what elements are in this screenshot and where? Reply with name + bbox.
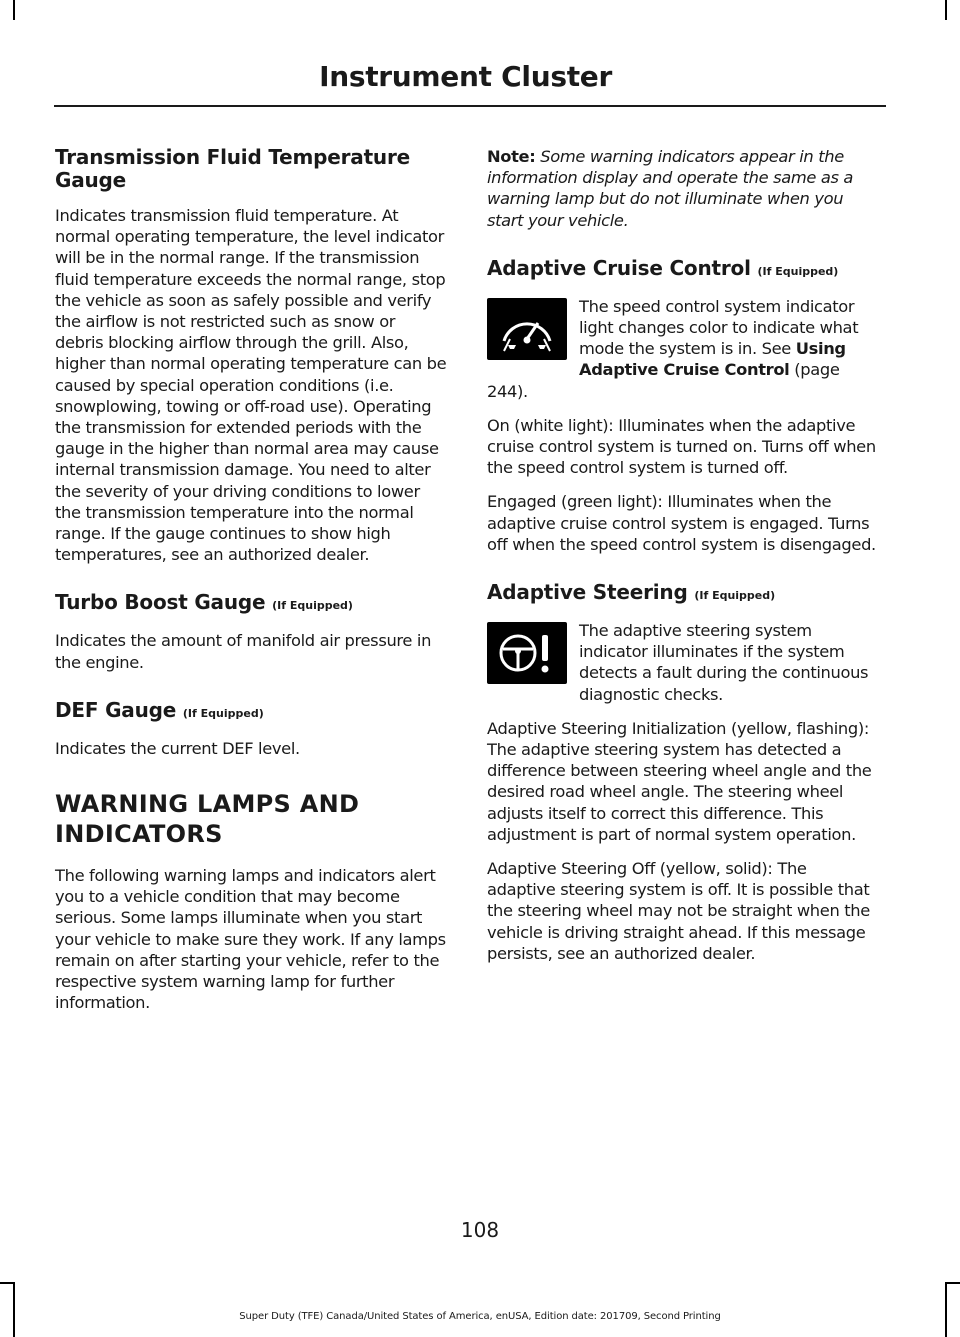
transmission-body: Indicates transmission fluid temperature. At normal operating temperature, the level indicator will be in the normal range. If the transmission fluid temperature exceeds the normal range, stop the vehicle as soon as safely possible and verify the airflow is not restricted such as snow or debris blocking airflow through the grill. Also, higher than normal operating temperature can be caused by special operation conditions (i.e. snowplowing, towing or off-road use). Operating the transmission for extended periods with the gauge in the higher than normal area may cause internal transmission damage. You need to alter the severity of your driving conditions to lower the transmission temperature into the normal range. If the gauge continues to show high temperatures, see an authorized dealer.: [55, 206, 447, 565]
turbo-qualifier: (If Equipped): [272, 599, 353, 613]
steering-intro: The adaptive steering system indicator illuminates if the system detects a fault during the continuous diagnostic checks.: [579, 621, 869, 704]
note-text: Some warning indicators appear in the information display and operate the same as a warning lamp but do not illuminate when you start your vehicle.: [487, 147, 854, 230]
steering-heading-text: Adaptive Steering: [487, 580, 688, 605]
note-label: Note:: [487, 147, 536, 166]
steering-block: [487, 620, 879, 705]
note-paragraph: [487, 146, 879, 231]
crop-mark-bottom-right: [945, 1282, 947, 1337]
steering-qualifier: (If Equipped): [694, 589, 776, 603]
warning-lamps-heading: [55, 789, 447, 849]
footer-edition: Super Duty (TFE) Canada/United States of America, enUSA, Edition date: 201709, Second Printing: [239, 1311, 721, 1322]
crop-mark-bottom-left-h: [0, 1282, 14, 1284]
acc-intro-text: The speed control system indicator light changes color to indicate what mode the system is in. See: [579, 296, 859, 359]
def-qualifier: (If Equipped): [182, 706, 264, 720]
acc-engaged-text: Engaged (green light): Illuminates when the adaptive cruise control system is engaged. Turns off when the speed control system is disengaged.: [487, 492, 876, 554]
steering-heading: [487, 581, 879, 607]
def-heading-text: DEF Gauge: [55, 697, 177, 722]
warning-heading-line1: WARNING LAMPS AND: [55, 790, 360, 819]
turbo-heading: [55, 591, 447, 617]
right-column: [487, 146, 879, 977]
acc-heading: [487, 257, 879, 283]
header-divider: [54, 105, 886, 107]
def-heading: [55, 699, 447, 725]
steering-init-text: Adaptive Steering Initialization (yellow, flashing): The adaptive steering system has detected a difference between steering wheel angle and the desired road wheel angle. The steering wheel adjusts itself to correct this difference. This adjustment is part of normal system operation.: [487, 718, 872, 844]
left-column: [55, 146, 447, 1026]
transmission-heading: Transmission Fluid Temperature Gauge: [55, 145, 410, 192]
acc-on-text: On (white light): Illuminates when the adaptive cruise control system is turned on. Turns off when the speed control system is turned off.: [487, 415, 876, 478]
acc-page-ref: (page 244).: [487, 360, 840, 401]
adaptive-cruise-control-icon: [487, 298, 567, 360]
warning-body: The following warning lamps and indicators alert you to a vehicle condition that may become serious. Some lamps illuminate when you start your vehicle to make sure they work. If any lamps remain on after starting your vehicle, refer to the respective system warning lamp for further information.: [55, 866, 446, 1013]
warning-heading-line2: INDICATORS: [55, 820, 223, 849]
crop-mark-top-right: [945, 0, 947, 20]
crop-mark-bottom-right-h: [946, 1282, 960, 1284]
adaptive-steering-warning-icon: [487, 622, 567, 684]
crop-mark-top-left: [13, 0, 15, 20]
acc-qualifier: (If Equipped): [757, 264, 839, 278]
def-body: Indicates the current DEF level.: [55, 738, 300, 758]
steering-off-text: Adaptive Steering Off (yellow, solid): The adaptive steering system is off. It is possible that the steering wheel may not be straight when the vehicle is driving straight ahead. If this message persists, see an authorized dealer.: [487, 859, 870, 963]
turbo-body: Indicates the amount of manifold air pressure in the engine.: [55, 631, 432, 672]
acc-heading-text: Adaptive Cruise Control: [487, 255, 751, 280]
acc-link[interactable]: Using Adaptive Cruise Control: [579, 339, 846, 380]
crop-mark-bottom-left: [13, 1282, 15, 1337]
page-title: Instrument Cluster: [319, 60, 612, 93]
page-number: 108: [460, 1218, 500, 1242]
turbo-heading-text: Turbo Boost Gauge: [55, 590, 266, 615]
acc-block: [487, 296, 879, 402]
